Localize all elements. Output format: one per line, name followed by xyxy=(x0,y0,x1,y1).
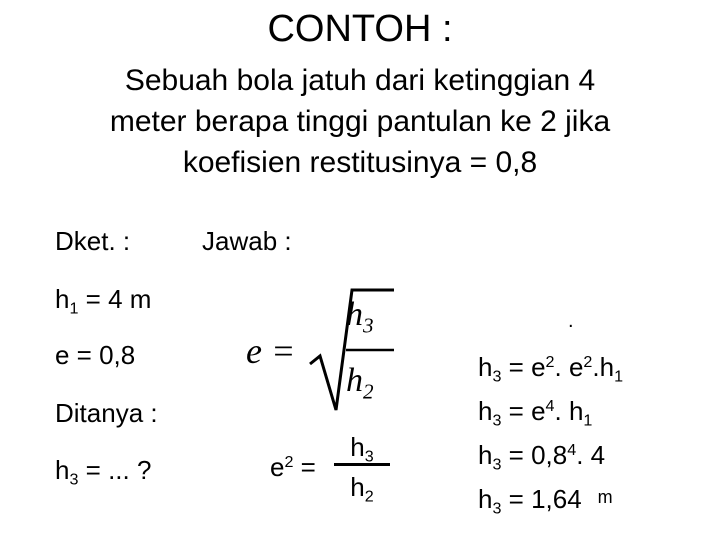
asked-label: Ditanya : xyxy=(55,398,158,428)
f2-eq: = xyxy=(300,452,316,482)
step1-var: h xyxy=(478,352,493,382)
step1-tail: .h xyxy=(592,352,615,382)
f1-num-var: h xyxy=(346,296,363,333)
step3-sup1: 4 xyxy=(567,441,577,460)
known-label: Dket. : xyxy=(55,226,131,256)
step4-unit: m xyxy=(597,486,613,507)
step1-mid: . e xyxy=(554,352,584,382)
step1-sub: 3 xyxy=(492,367,502,386)
step3-mid: . 4 xyxy=(576,440,606,470)
f1-den-var: h xyxy=(346,362,363,399)
h1-var: h xyxy=(55,284,70,314)
formula2-numerator xyxy=(334,432,390,466)
step1-sup2: 2 xyxy=(583,353,593,372)
asked-h3 xyxy=(55,455,152,489)
dot-mark: . xyxy=(568,310,574,332)
h3-value: = ... ? xyxy=(78,455,152,485)
step2-tailsub: 1 xyxy=(583,411,593,430)
known-e: e = 0,8 xyxy=(55,340,136,370)
slide-title: CONTOH : xyxy=(267,8,453,50)
step-1 xyxy=(478,352,624,386)
step2-var: h xyxy=(478,396,493,426)
problem-line-2: meter berapa tinggi pantulan ke 2 jika xyxy=(109,105,611,138)
step-3 xyxy=(478,440,606,474)
formula1-numerator xyxy=(346,296,374,338)
step4-var: h xyxy=(478,484,493,514)
step3-var: h xyxy=(478,440,493,470)
step2-sup1: 4 xyxy=(545,397,555,416)
f2-lhs-var: e xyxy=(270,452,285,482)
h1-sub: 1 xyxy=(69,299,79,318)
h3-sub: 3 xyxy=(69,470,79,489)
formula1-denominator xyxy=(346,362,374,404)
known-h1 xyxy=(55,284,152,318)
h1-value: = 4 m xyxy=(78,284,152,314)
step3-rest: = 0,8 xyxy=(501,440,568,470)
f1-num-sub: 3 xyxy=(363,313,374,338)
f2-den-var: h xyxy=(350,472,365,502)
formula2-denominator xyxy=(334,472,390,506)
step2-sub: 3 xyxy=(492,411,502,430)
problem-line-3: koefisien restitusinya = 0,8 xyxy=(182,146,538,179)
f2-den-sub: 2 xyxy=(364,487,374,506)
step1-rest: = e xyxy=(501,352,546,382)
f2-num-sub: 3 xyxy=(364,447,374,466)
step-2 xyxy=(478,396,593,430)
step2-mid: . h xyxy=(554,396,584,426)
step4-rest: = 1,64 xyxy=(501,484,582,514)
step1-tailsub: 1 xyxy=(614,367,624,386)
formula2-lhs xyxy=(270,452,316,483)
answer-label: Jawab : xyxy=(202,226,292,256)
step3-sub: 3 xyxy=(492,455,502,474)
problem-line-1: Sebuah bola jatuh dari ketinggian 4 xyxy=(124,64,596,97)
h3-var: h xyxy=(55,455,70,485)
problem-statement xyxy=(0,60,720,183)
step4-sub: 3 xyxy=(492,499,502,518)
step1-sup1: 2 xyxy=(545,353,555,372)
step2-rest: = e xyxy=(501,396,546,426)
formula-e-lhs: e = xyxy=(246,331,296,371)
f2-num-var: h xyxy=(350,432,365,462)
step-4 xyxy=(478,484,613,518)
f2-lhs-sup: 2 xyxy=(284,453,294,472)
f1-den-sub: 2 xyxy=(363,379,374,404)
